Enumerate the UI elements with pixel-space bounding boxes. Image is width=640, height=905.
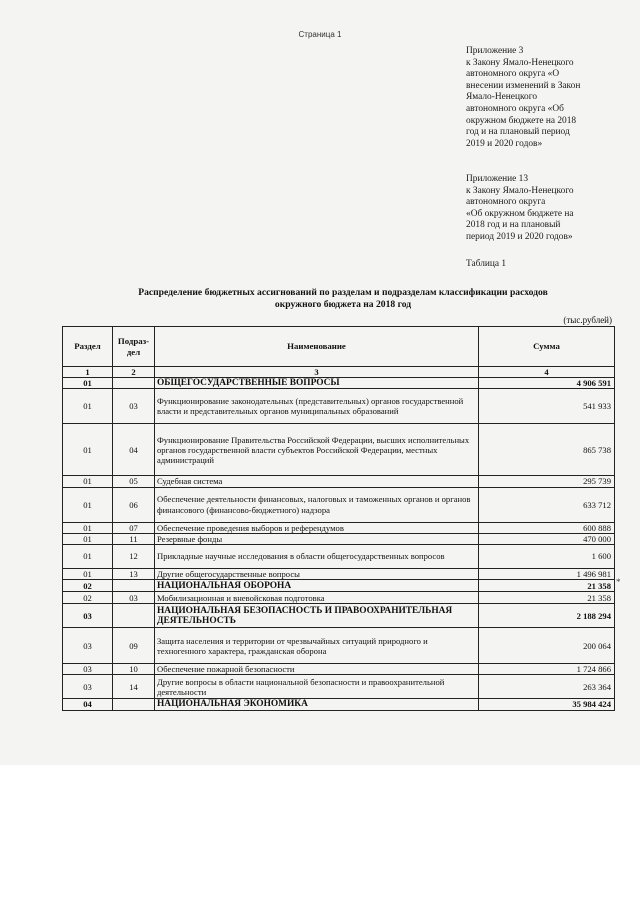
table-row bbox=[63, 604, 615, 628]
row-subsection bbox=[113, 699, 155, 710]
row-subsection bbox=[113, 580, 155, 592]
row-subsection: 14 bbox=[113, 675, 155, 699]
row-subsection: 12 bbox=[113, 545, 155, 569]
appendix-3-line: внесении изменений в Закон bbox=[466, 80, 581, 91]
row-name: НАЦИОНАЛЬНАЯ ОБОРОНА bbox=[155, 580, 479, 592]
row-sum: 1 496 981 bbox=[479, 569, 615, 580]
row-subsection: 09 bbox=[113, 628, 155, 664]
header-row bbox=[63, 327, 615, 367]
row-section: 01 bbox=[63, 522, 113, 533]
appendix-13-line: к Закону Ямало-Ненецкого bbox=[466, 185, 574, 196]
table-row bbox=[63, 628, 615, 664]
row-sum: 4 906 591 bbox=[479, 378, 615, 389]
table-row bbox=[63, 569, 615, 580]
row-subsection: 10 bbox=[113, 664, 155, 675]
table-row bbox=[63, 545, 615, 569]
column-number: 1 bbox=[63, 367, 113, 378]
table-row bbox=[63, 389, 615, 424]
appendix-13-line: «Об окружном бюджете на bbox=[466, 208, 574, 219]
table-row bbox=[63, 592, 615, 604]
row-name: Прикладные научные исследования в области общегосударственных вопросов bbox=[155, 545, 479, 569]
header-name: Наименование bbox=[155, 327, 479, 367]
appendix-13-line: период 2019 и 2020 годов» bbox=[466, 231, 573, 242]
row-sum: 1 724 866 bbox=[479, 664, 615, 675]
row-section: 03 bbox=[63, 664, 113, 675]
row-sum: 263 364 bbox=[479, 675, 615, 699]
title-line-1: Распределение бюджетных ассигнований по разделам и подразделам классификации расходов bbox=[138, 287, 548, 298]
row-section: 01 bbox=[63, 545, 113, 569]
row-name: Другие вопросы в области национальной безопасности и правоохранительной деятельности bbox=[155, 675, 479, 699]
row-name: Мобилизационная и вневойсковая подготовка bbox=[155, 592, 479, 604]
table-row bbox=[63, 675, 615, 699]
row-name: Обеспечение пожарной безопасности bbox=[155, 664, 479, 675]
row-sum: 1 600 bbox=[479, 545, 615, 569]
row-section: 04 bbox=[63, 699, 113, 710]
units-note: (тыс.рублей) bbox=[563, 315, 612, 325]
column-number-row bbox=[63, 367, 615, 378]
row-name: Обеспечение деятельности финансовых, налоговых и таможенных органов и органов финансового (финансово-бюджетного) надзора bbox=[155, 487, 479, 522]
row-sum: 21 358 bbox=[479, 580, 615, 592]
appendix-3-line: Приложение 3 bbox=[466, 46, 524, 56]
row-name: Обеспечение проведения выборов и референдумов bbox=[155, 522, 479, 533]
row-subsection bbox=[113, 378, 155, 389]
row-sum: 600 888 bbox=[479, 522, 615, 533]
row-sum: 633 712 bbox=[479, 487, 615, 522]
row-name: Судебная система bbox=[155, 476, 479, 487]
row-sum: 865 738 bbox=[479, 424, 615, 476]
appendix-13-line: 2018 год и на плановый bbox=[466, 220, 561, 231]
appendix-3-line: автономного округа «О bbox=[466, 69, 560, 80]
page-label: Страница 1 bbox=[298, 30, 342, 39]
appendix-3-line: год и на плановый период bbox=[466, 127, 570, 138]
row-subsection: 07 bbox=[113, 522, 155, 533]
appendix-13-line: Приложение 13 bbox=[466, 174, 529, 184]
header-sum: Сумма bbox=[479, 327, 615, 367]
row-section: 01 bbox=[63, 424, 113, 476]
row-section: 01 bbox=[63, 569, 113, 580]
row-section: 01 bbox=[63, 533, 113, 544]
row-sum: 541 933 bbox=[479, 389, 615, 424]
table-row bbox=[63, 378, 615, 389]
appendix-13-line: автономного округа bbox=[466, 197, 546, 208]
row-subsection: 11 bbox=[113, 533, 155, 544]
row-subsection: 13 bbox=[113, 569, 155, 580]
appendix-13-block bbox=[466, 174, 626, 244]
appendix-3-line: 2019 и 2020 годов» bbox=[466, 138, 543, 149]
row-section: 03 bbox=[63, 604, 113, 628]
table-row bbox=[63, 664, 615, 675]
row-name: Функционирование законодательных (представительных) органов государственной власти и представительных органов муниципальных образований bbox=[155, 389, 479, 424]
appendix-3-line: окружном бюджете на 2018 bbox=[466, 115, 577, 126]
row-section: 01 bbox=[63, 378, 113, 389]
column-number: 4 bbox=[479, 367, 615, 378]
row-sum: 21 358 bbox=[479, 592, 615, 604]
row-section: 02 bbox=[63, 592, 113, 604]
appendix-3-line: Ямало-Ненецкого bbox=[466, 92, 538, 103]
table-row bbox=[63, 522, 615, 533]
row-sum: 470 000 bbox=[479, 533, 615, 544]
row-name: Другие общегосударственные вопросы bbox=[155, 569, 479, 580]
row-subsection: 06 bbox=[113, 487, 155, 522]
row-section: 03 bbox=[63, 628, 113, 664]
margin-mark: * bbox=[616, 577, 621, 587]
row-section: 01 bbox=[63, 389, 113, 424]
row-name: Резервные фонды bbox=[155, 533, 479, 544]
row-section: 02 bbox=[63, 580, 113, 592]
row-sum: 200 064 bbox=[479, 628, 615, 664]
row-sum: 35 984 424 bbox=[479, 699, 615, 710]
row-section: 01 bbox=[63, 476, 113, 487]
column-number: 3 bbox=[155, 367, 479, 378]
table-row bbox=[63, 424, 615, 476]
row-name: Защита населения и территории от чрезвычайных ситуаций природного и техногенного характера, гражданская оборона bbox=[155, 628, 479, 664]
budget-table bbox=[62, 326, 615, 711]
table-row bbox=[63, 533, 615, 544]
document-title bbox=[88, 287, 598, 311]
row-name: НАЦИОНАЛЬНАЯ ЭКОНОМИКА bbox=[155, 699, 479, 710]
table-label: Таблица 1 bbox=[466, 259, 507, 269]
header-subsection: Подраз-дел bbox=[113, 327, 155, 367]
row-subsection: 03 bbox=[113, 592, 155, 604]
header-section: Раздел bbox=[63, 327, 113, 367]
title-line-2: окружного бюджета на 2018 год bbox=[274, 299, 412, 310]
row-name: ОБЩЕГОСУДАРСТВЕННЫЕ ВОПРОСЫ bbox=[155, 378, 479, 389]
row-subsection: 05 bbox=[113, 476, 155, 487]
appendix-3-line: автономного округа «Об bbox=[466, 103, 564, 114]
row-name: НАЦИОНАЛЬНАЯ БЕЗОПАСНОСТЬ И ПРАВООХРАНИТЕЛЬНАЯ ДЕЯТЕЛЬНОСТЬ bbox=[155, 604, 479, 628]
row-subsection: 04 bbox=[113, 424, 155, 476]
row-subsection: 03 bbox=[113, 389, 155, 424]
table-row bbox=[63, 476, 615, 487]
row-name: Функционирование Правительства Российской Федерации, высших исполнительных органов государственной власти субъектов Российской Федерации, местных администраций bbox=[155, 424, 479, 476]
appendix-3-line: к Закону Ямало-Ненецкого bbox=[466, 57, 574, 68]
row-sum: 295 739 bbox=[479, 476, 615, 487]
row-section: 03 bbox=[63, 675, 113, 699]
row-section: 01 bbox=[63, 487, 113, 522]
table-row bbox=[63, 580, 615, 592]
column-number: 2 bbox=[113, 367, 155, 378]
table-row bbox=[63, 487, 615, 522]
table-row bbox=[63, 699, 615, 710]
appendix-3-block bbox=[466, 46, 626, 150]
row-subsection bbox=[113, 604, 155, 628]
row-sum: 2 188 294 bbox=[479, 604, 615, 628]
